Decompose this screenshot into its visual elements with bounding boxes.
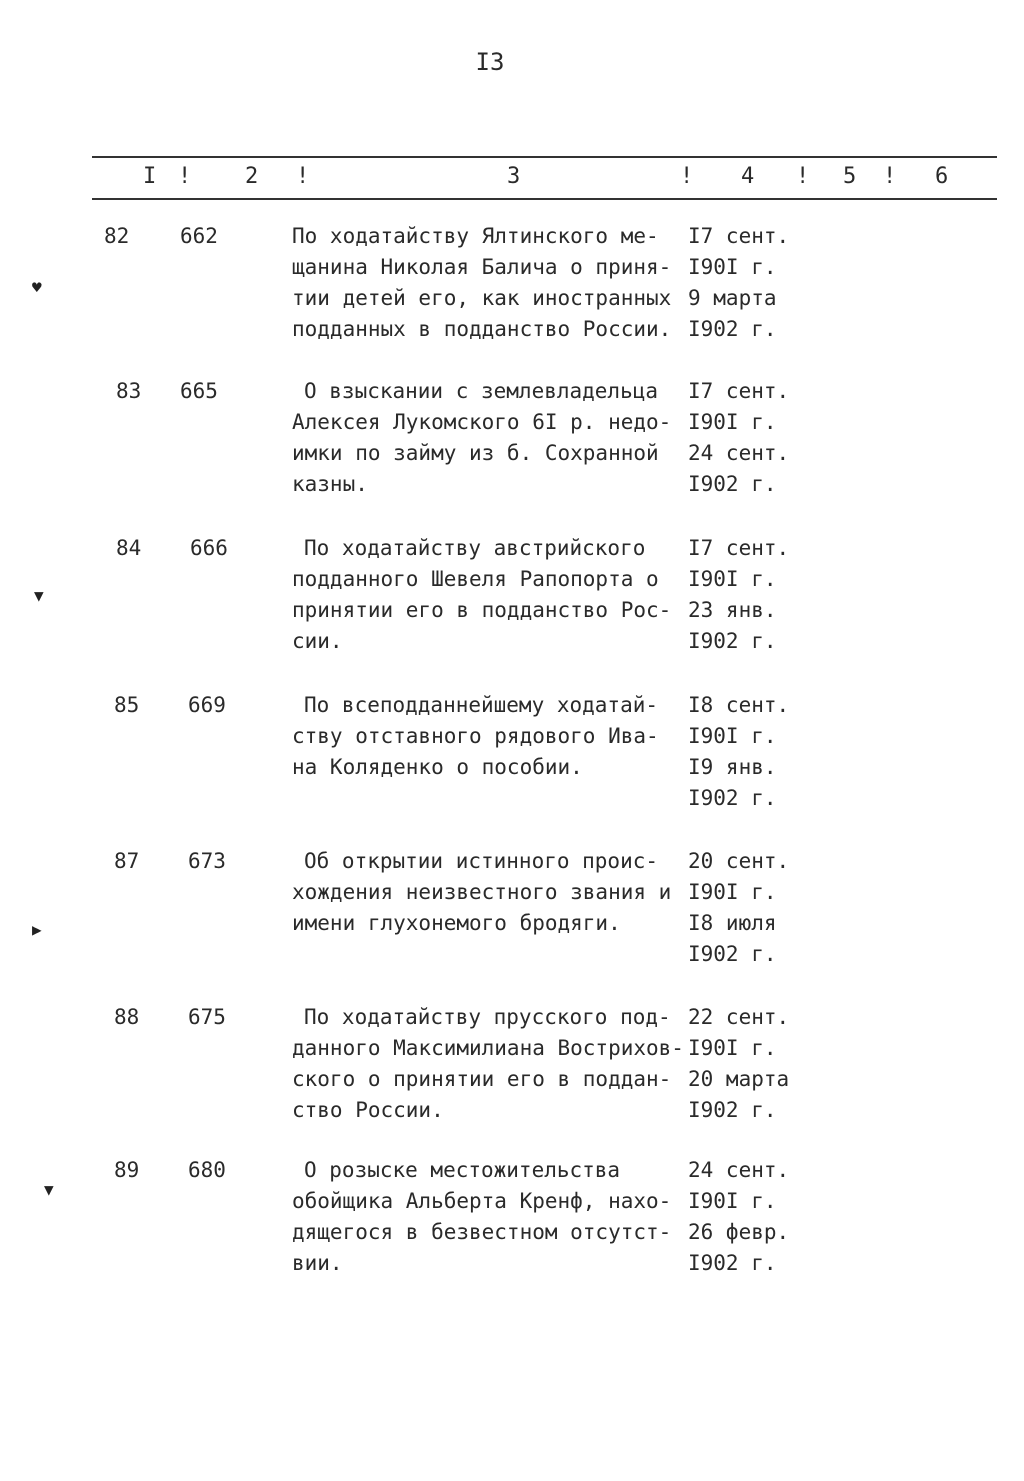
date-line: I7 сент. [688,379,790,403]
date-line: I90I г. [688,410,777,434]
header-sep: ! [178,164,192,189]
description-line: По ходатайству австрийского [304,536,646,560]
date-line: I90I г. [688,1189,777,1213]
table-row [0,221,1024,351]
header-col-5: 5 [843,164,857,189]
date-line: I8 сент. [688,693,790,717]
row-description [292,376,696,500]
description-line: данного Максимилиана Вострихов- [292,1036,684,1060]
table-row [0,1002,1024,1132]
description-line: ского о принятии его в поддан- [292,1067,672,1091]
description-line: щанина Николая Балича о приня- [292,255,672,279]
row-number: 83 [116,379,142,403]
date-line: I9 янв. [688,755,777,779]
date-line: 24 сент. [688,441,790,465]
file-number: 662 [180,224,218,248]
description-line: По всеподданнейшему ходатай- [304,693,659,717]
description-line: подданных в подданство России. [292,317,672,341]
row-number: 88 [114,1005,140,1029]
file-number: 680 [188,1158,226,1182]
row-description [292,221,684,345]
row-description [292,1155,696,1279]
table-row [0,846,1024,976]
header-sep: ! [680,164,694,189]
table-row [0,533,1024,663]
date-line: 20 марта [688,1067,790,1091]
description-line: Алексея Лукомского 6I р. недо- [292,410,672,434]
description-line: обойщика Альберта Кренф, нахо- [292,1189,672,1213]
binding-mark-icon: ▼ [44,1180,54,1199]
description-line: подданного Шевеля Рапопорта о [292,567,659,591]
row-number: 84 [116,536,142,560]
description-line: на Коляденко о пособии. [292,755,583,779]
description-line: тии детей его, как иностранных [292,286,672,310]
description-line: сии. [292,629,343,653]
date-line: I8 июля [688,911,777,935]
description-line: ству отставного рядового Ива- [292,724,659,748]
table-row [0,376,1024,506]
header-bottom-rule [92,198,997,200]
row-description [292,533,696,657]
file-number: 669 [188,693,226,717]
description-line: дящегося в безвестном отсутст- [292,1220,672,1244]
row-description [292,846,696,939]
header-col-1: I [143,164,157,189]
table-row [0,690,1024,820]
date-line: I902 г. [688,472,777,496]
binding-mark-icon: ♥ [32,278,42,297]
description-line: казны. [292,472,368,496]
description-line: О взыскании с землевладельца [304,379,659,403]
header-top-rule [92,156,997,158]
row-dates [688,376,828,500]
description-line: Об открытии истинного проис- [304,849,659,873]
page-number: I3 [475,48,505,76]
file-number: 673 [188,849,226,873]
header-col-4: 4 [741,164,755,189]
header-col-6: 6 [935,164,949,189]
description-line: О розыске местожительства [304,1158,621,1182]
table-row [0,1155,1024,1285]
row-dates [688,1155,828,1279]
file-number: 666 [190,536,228,560]
row-number: 87 [114,849,140,873]
row-description [292,1002,696,1126]
date-line: I902 г. [688,629,777,653]
row-dates [688,533,828,657]
header-col-2: 2 [245,164,259,189]
header-sep: ! [296,164,310,189]
description-line: ство России. [292,1098,444,1122]
date-line: I90I г. [688,255,777,279]
date-line: I7 сент. [688,224,790,248]
date-line: I902 г. [688,786,777,810]
date-line: 20 сент. [688,849,790,873]
binding-mark-icon: ▼ [34,586,44,605]
row-dates [688,221,828,345]
date-line: I902 г. [688,317,777,341]
description-line: имки по займу из б. Сохранной [292,441,659,465]
description-line: хождения неизвестного звания и [292,880,672,904]
date-line: 26 февр. [688,1220,790,1244]
description-line: По ходатайству Ялтинского ме- [292,224,659,248]
description-line: вии. [292,1251,343,1275]
header-sep: ! [796,164,810,189]
date-line: I902 г. [688,1251,777,1275]
description-line: принятии его в подданство Рос- [292,598,672,622]
date-line: I7 сент. [688,536,790,560]
date-line: I90I г. [688,1036,777,1060]
date-line: I90I г. [688,880,777,904]
row-number: 89 [114,1158,140,1182]
date-line: I90I г. [688,567,777,591]
row-number: 85 [114,693,140,717]
file-number: 665 [180,379,218,403]
header-sep: ! [883,164,897,189]
description-line: По ходатайству прусского под- [304,1005,671,1029]
row-description [292,690,696,783]
row-dates [688,690,828,814]
description-line: имени глухонемого бродяги. [292,911,621,935]
row-number: 82 [104,224,130,248]
row-dates [688,846,828,970]
date-line: I90I г. [688,724,777,748]
row-dates [688,1002,828,1126]
date-line: 23 янв. [688,598,777,622]
date-line: 9 марта [688,286,777,310]
binding-mark-icon: ▶ [32,920,42,939]
header-col-3: 3 [507,164,521,189]
date-line: I902 г. [688,1098,777,1122]
date-line: I902 г. [688,942,777,966]
date-line: 22 сент. [688,1005,790,1029]
date-line: 24 сент. [688,1158,790,1182]
file-number: 675 [188,1005,226,1029]
